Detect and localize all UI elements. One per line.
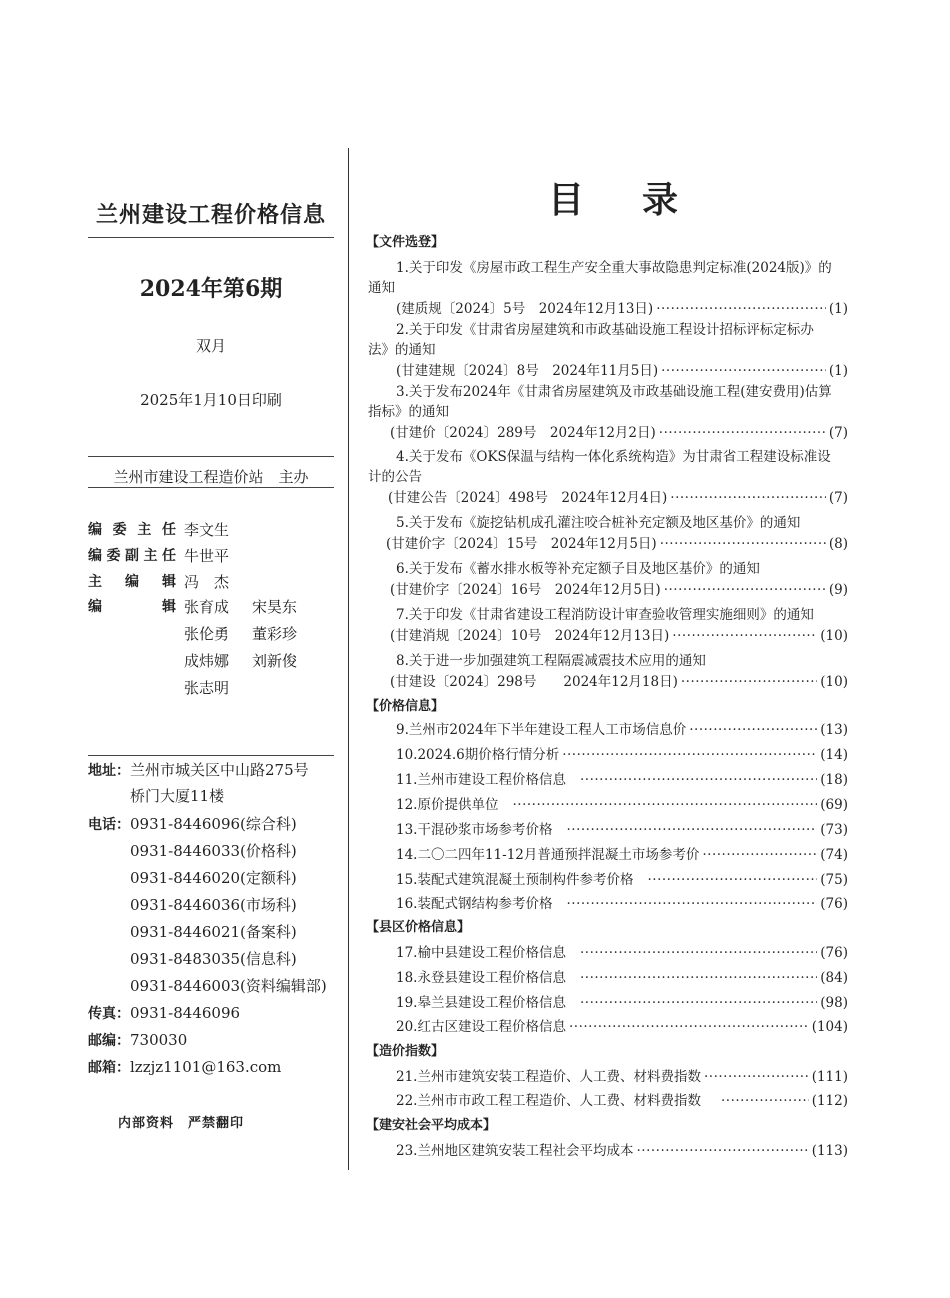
toc-page: (111) <box>811 1069 848 1085</box>
phone-number: 0931-8446036(市场科) <box>130 896 297 914</box>
staff-row <box>88 516 348 542</box>
toc-entry[interactable] <box>368 488 848 509</box>
staff-name: 冯 杰 <box>184 572 230 591</box>
toc-page: (84) <box>820 970 848 986</box>
toc-entry[interactable] <box>368 1017 848 1038</box>
toc-entry[interactable] <box>368 968 848 989</box>
toc-entry[interactable] <box>368 1141 848 1162</box>
section-heading: 【县区价格信息】 <box>366 920 471 935</box>
section-heading: 【价格信息】 <box>366 699 445 714</box>
toc-entry[interactable] <box>368 820 848 841</box>
toc-page: (73) <box>820 822 848 838</box>
toc-entry-title: 15.装配式建筑混凝土预制构件参考价格 <box>396 872 634 888</box>
toc-entry[interactable] <box>368 845 848 866</box>
fax <box>88 1000 240 1027</box>
toc-entry-ref: (甘建公告〔2024〕498号 2024年12月4日) <box>388 490 668 506</box>
staff-name: 牛世平 <box>184 546 230 565</box>
toc-entry-title: 16.装配式钢结构参考价格 <box>396 896 553 912</box>
toc-entry-ref: (甘建消规〔2024〕10号 2024年12月13日) <box>390 628 670 644</box>
staff-name: 张伦勇 <box>184 624 230 643</box>
title-divider <box>88 237 334 238</box>
toc-page: (69) <box>820 797 848 813</box>
toc-entry-title: 23.兰州地区建筑安装工程社会平均成本 <box>396 1143 634 1159</box>
toc-entry-title: 12.原价提供单位 <box>396 797 499 813</box>
internal-notice: 内部资料 严禁翻印 <box>118 1116 245 1131</box>
staff-name: 成炜娜 <box>184 651 230 670</box>
toc-entry-title: 19.皋兰县建设工程价格信息 <box>396 995 566 1011</box>
toc-entry[interactable] <box>368 770 848 791</box>
toc-page: (7) <box>828 490 848 506</box>
toc-entry-ref: (建质规〔2024〕5号 2024年12月13日) <box>396 301 654 317</box>
staff-role: 编 辑 <box>88 599 176 615</box>
staff-name: 刘新俊 <box>252 651 298 670</box>
toc-entry-ref: (甘建建规〔2024〕8号 2024年11月5日) <box>396 363 659 379</box>
toc-entry-title: 1.关于印发《房屋市政工程生产安全重大事故隐患判定标准(2024版)》的 <box>396 260 832 276</box>
toc-entry-title: 7.关于印发《甘肃省建设工程消防设计审查验收管理实施细则》的通知 <box>396 607 814 623</box>
toc-page: (76) <box>820 945 848 961</box>
toc-page: (10) <box>820 628 848 644</box>
leader-dots <box>656 299 826 320</box>
toc-entry-title: 5.关于发布《旋挖钻机成孔灌注咬合桩补充定额及地区基价》的通知 <box>396 515 801 531</box>
leader-dots <box>566 894 817 915</box>
staff-name: 张育成 <box>184 597 230 616</box>
toc-entry[interactable] <box>368 580 848 601</box>
toc-page: (7) <box>828 425 848 441</box>
address-label: 地址： <box>88 763 130 779</box>
sponsor-top-divider <box>88 456 334 457</box>
leader-dots <box>512 795 817 816</box>
toc-entry[interactable] <box>368 299 848 320</box>
toc-entry-title: 17.榆中县建设工程价格信息 <box>396 945 566 961</box>
toc-entry-title: 2.关于印发《甘肃省房屋建筑和市政基础设施工程设计招标评标定标办 <box>396 322 814 338</box>
staff-row <box>88 620 348 646</box>
toc-entry-ref: (甘建价字〔2024〕16号 2024年12月5日) <box>390 582 661 598</box>
leader-dots <box>721 1091 809 1112</box>
magazine-title: 兰州建设工程价格信息 <box>95 203 326 228</box>
sponsor: 兰州市建设工程造价站 主办 <box>113 468 309 486</box>
column-divider <box>348 148 349 1170</box>
toc-heading-char: 目 <box>548 180 585 221</box>
toc-entry-title: 8.关于进一步加强建筑工程隔震减震技术应用的通知 <box>396 653 706 669</box>
leader-dots <box>569 1017 809 1038</box>
frequency: 双月 <box>195 337 226 355</box>
toc-entry-title: 14.二〇二四年11-12月普通预拌混凝土市场参考价 <box>396 847 700 863</box>
toc-entry-ref: (甘建价字〔2024〕15号 2024年12月5日) <box>386 536 657 552</box>
toc-entry-title: 9.兰州市2024年下半年建设工程人工市场信息价 <box>396 722 687 738</box>
toc-entry-title: 4.关于发布《OKS保温与结构一体化系统构造》为甘肃省工程建设标准设 <box>396 449 831 465</box>
toc-entry[interactable] <box>368 720 848 741</box>
section-heading: 【文件选登】 <box>366 235 445 250</box>
leader-dots <box>580 943 817 964</box>
toc-heading <box>548 172 678 223</box>
staff-name: 宋昊东 <box>252 597 298 616</box>
toc-page: (74) <box>820 847 848 863</box>
staff-role: 编 委 副 主 任 <box>88 548 176 564</box>
toc-entry[interactable] <box>368 534 848 555</box>
section-heading: 【造价指数】 <box>366 1044 445 1059</box>
toc-entry-title: 10.2024.6期价格行情分析 <box>396 747 560 763</box>
leader-dots <box>660 534 826 555</box>
address <box>88 757 309 784</box>
toc-entry[interactable] <box>368 672 848 693</box>
staff-row <box>88 674 348 700</box>
toc-entry[interactable] <box>368 795 848 816</box>
staff-role: 主 编 辑 <box>88 574 176 590</box>
toc-entry-title-cont: 法》的通知 <box>368 342 436 358</box>
leader-dots <box>580 770 817 791</box>
leader-dots <box>704 1067 809 1088</box>
leader-dots <box>681 672 817 693</box>
toc-entry[interactable] <box>368 626 848 647</box>
phone <box>88 811 297 838</box>
phone-number: 0931-8483035(信息科) <box>130 950 297 968</box>
email <box>88 1054 281 1081</box>
toc-entry[interactable] <box>368 361 848 382</box>
toc-entry[interactable] <box>368 745 848 766</box>
toc-page: (1) <box>828 301 848 317</box>
staff-role: 编 委 主 任 <box>88 522 176 538</box>
toc-entry-title-cont: 指标》的通知 <box>368 404 449 420</box>
toc-page: (8) <box>828 536 848 552</box>
address-line: 兰州市城关区中山路275号 <box>130 761 309 779</box>
leader-dots <box>580 993 817 1014</box>
fax-number: 0931-8446096 <box>130 1004 241 1022</box>
email-value: lzzjz1101@163.com <box>130 1058 282 1076</box>
staff-row <box>88 593 348 619</box>
leader-dots <box>659 423 826 444</box>
address-line: 桥门大厦11楼 <box>130 787 225 805</box>
toc-entry-title: 13.干混砂浆市场参考价格 <box>396 822 553 838</box>
leader-dots <box>636 1141 808 1162</box>
toc-entry-title: 22.兰州市市政工程工程造价、人工费、材料费指数 <box>396 1093 701 1109</box>
issue-number: 2024年第6期 <box>139 276 283 302</box>
postcode-label: 邮编： <box>88 1033 130 1049</box>
toc-entry-title: 11.兰州市建设工程价格信息 <box>396 772 566 788</box>
leader-dots <box>670 488 826 509</box>
postcode <box>88 1027 187 1054</box>
leader-dots <box>562 745 817 766</box>
toc-page: (75) <box>820 872 848 888</box>
staff-row <box>88 647 348 673</box>
contact-divider <box>88 755 334 756</box>
toc-heading-char: 录 <box>641 180 678 221</box>
toc-page: (10) <box>820 674 848 690</box>
toc-entry-ref: (甘建价〔2024〕289号 2024年12月2日) <box>390 425 656 441</box>
toc-page: (9) <box>828 582 848 598</box>
toc-entry-title: 21.兰州市建筑安装工程造价、人工费、材料费指数 <box>396 1069 701 1085</box>
leader-dots <box>647 870 817 891</box>
toc-entry[interactable] <box>368 993 848 1014</box>
staff-name: 李文生 <box>184 520 230 539</box>
phone-number: 0931-8446003(资料编辑部) <box>130 977 327 995</box>
phone-number: 0931-8446096(综合科) <box>130 815 297 833</box>
leader-dots <box>689 720 817 741</box>
leader-dots <box>672 626 817 647</box>
toc-entry[interactable] <box>368 870 848 891</box>
leader-dots <box>661 361 826 382</box>
staff-name: 张志明 <box>184 678 230 697</box>
phone-number: 0931-8446033(价格科) <box>130 842 297 860</box>
staff-name: 董彩珍 <box>252 624 298 643</box>
staff-row <box>88 568 348 594</box>
toc-entry[interactable] <box>368 943 848 964</box>
phone-number: 0931-8446021(备案科) <box>130 923 297 941</box>
sponsor-bottom-divider <box>88 487 334 488</box>
staff-row <box>88 542 348 568</box>
toc-page: (98) <box>820 995 848 1011</box>
toc-entry[interactable] <box>368 1091 848 1112</box>
toc-page: (1) <box>828 363 848 379</box>
phone-number: 0931-8446020(定额科) <box>130 869 297 887</box>
toc-entry[interactable] <box>368 423 848 444</box>
fax-label: 传真： <box>88 1006 130 1022</box>
toc-entry-title: 18.永登县建设工程价格信息 <box>396 970 566 986</box>
toc-page: (76) <box>820 896 848 912</box>
print-date: 2025年1月10日印刷 <box>140 391 282 409</box>
toc-entry-ref: (甘建设〔2024〕298号 2024年12月18日) <box>390 674 678 690</box>
toc-page: (18) <box>820 772 848 788</box>
toc-entry-title-cont: 计的公告 <box>368 469 422 485</box>
toc-page: (113) <box>811 1143 848 1159</box>
email-label: 邮箱： <box>88 1060 130 1076</box>
postcode-value: 730030 <box>130 1031 188 1049</box>
leader-dots <box>580 968 817 989</box>
toc-page: (112) <box>811 1093 848 1109</box>
toc-page: (104) <box>811 1019 848 1035</box>
toc-entry-title: 3.关于发布2024年《甘肃省房屋建筑及市政基础设施工程(建安费用)估算 <box>396 384 832 400</box>
phone-label: 电话： <box>88 817 130 833</box>
leader-dots <box>566 820 817 841</box>
toc-entry-title-cont: 通知 <box>368 280 395 296</box>
leader-dots <box>664 580 826 601</box>
toc-page: (13) <box>820 722 848 738</box>
toc-page: (14) <box>820 747 848 763</box>
toc-entry[interactable] <box>368 894 848 915</box>
toc-entry[interactable] <box>368 1067 848 1088</box>
toc-entry-title: 6.关于发布《蓄水排水板等补充定额子目及地区基价》的通知 <box>396 561 760 577</box>
section-heading: 【建安社会平均成本】 <box>366 1118 497 1133</box>
toc-entry-title: 20.红古区建设工程价格信息 <box>396 1019 566 1035</box>
leader-dots <box>702 845 817 866</box>
